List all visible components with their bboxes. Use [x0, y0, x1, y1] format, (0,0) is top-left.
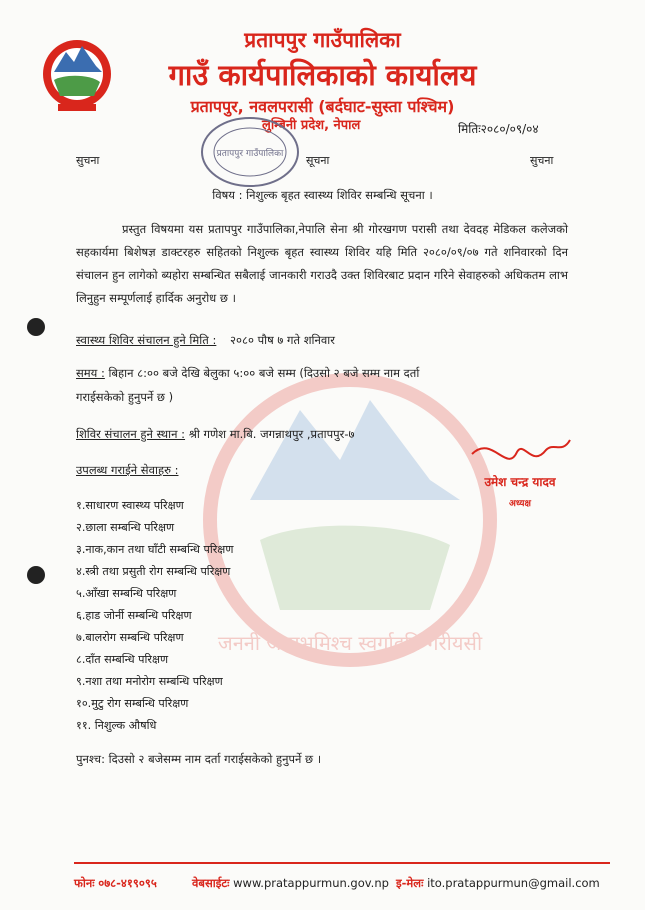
- signatory-title: अध्यक्ष: [509, 499, 531, 509]
- municipality-name: प्रतापपुर गाउँपालिका: [244, 28, 401, 52]
- service-item: ५.आँखा सम्बन्धि परिक्षण: [76, 587, 177, 600]
- notice-label-left: सुचना: [76, 154, 100, 167]
- signature: [462, 434, 574, 516]
- camp-place-value: श्री गणेश मा.बि. जगन्नाथपुर ,प्रतापपुर-७: [188, 427, 355, 441]
- stamp-text: प्रतापपुर गाउँपालिका: [216, 149, 284, 159]
- service-item: ६.हाड जोर्नी सम्बन्धि परिक्षण: [76, 609, 192, 622]
- letter-subject: विषय : निशुल्क बृहत स्वास्थ्य शिविर सम्बन्धि सूचना ।: [212, 188, 433, 202]
- footer-phone: [74, 876, 157, 891]
- camp-time-value: बिहान ८:०० बजे देखि बेलुका ५:०० बजे सम्म (दिउसो २ बजे सम्म नाम दर्ता: [108, 366, 420, 380]
- signatory-name: उमेश चन्द्र यादव: [484, 475, 556, 489]
- postscript: पुनश्च: दिउसो २ बजेसम्म नाम दर्ता गराईसकेको हुनुपर्ने छ ।: [76, 752, 322, 766]
- services-heading: उपलब्ध गराईने सेवाहरु :: [76, 463, 179, 477]
- punch-hole: [27, 566, 45, 584]
- phone-label: फोनः: [74, 876, 95, 890]
- province-name: लुम्बिनी प्रदेश, नेपाल: [262, 118, 361, 133]
- service-item: ३.नाक,कान तथा घाँटी सम्बन्धि परिक्षण: [76, 543, 234, 556]
- service-item: ११. निशुल्क औषधि: [76, 719, 157, 732]
- notice-label-right: सुचना: [530, 154, 554, 167]
- punch-hole: [27, 318, 45, 336]
- camp-place-row: [76, 427, 355, 442]
- email-link[interactable]: ito.pratappurmun@gmail.com: [427, 876, 600, 890]
- footer-email: [396, 876, 600, 891]
- camp-time-label: समय :: [76, 366, 105, 380]
- service-item: १.साधारण स्वास्थ्य परिक्षण: [76, 499, 184, 512]
- website-label: वेबसाईटः: [192, 876, 230, 890]
- camp-date-label: स्वास्थ्य शिविर संचालन हुने मिति :: [76, 333, 217, 347]
- camp-date-value: २०८० पौष ७ गते शनिवार: [230, 333, 335, 347]
- service-item: ४.स्त्री तथा प्रसुती रोग सम्बन्धि परिक्षण: [76, 565, 231, 578]
- notice-label-center: सूचना: [306, 154, 330, 167]
- service-item: ८.दाँत सम्बन्धि परिक्षण: [76, 653, 169, 666]
- camp-date-row: [76, 333, 335, 348]
- watermark-motto: जननी जन्मभूमिश्च स्वर्गादपि गरीयसी: [217, 631, 483, 655]
- official-stamp: [198, 112, 302, 192]
- letter-date: मितिः२०८०/०९/०४: [458, 122, 539, 136]
- body-paragraph: प्रस्तुत विषयमा यस प्रतापपुर गाउँपालिका,नेपालि सेना श्री गोरखगण परासी तथा देवदह मेडिकल कलेजको सहकार्यमा बिशेषज्ञ डाक्टरहरु सहितको निशुल्क बृहत स्वास्थ्य शिविर यहि मिति २०८०/०९/०७ गते शनिवारको दिन संचालन हुन लागेको ब्यहोरा सम्बन्धित सबैलाई जानकारी गराउदै उक्त शिविरबाट प्रदान गरिने सेवाहरुको अधिकतम लाभ लिनुहुन सम्पूर्णलाई हार्दिक अनुरोध छ ।: [76, 222, 568, 305]
- phone-number: ०७८-४१९०९५: [98, 876, 157, 890]
- email-label: इ-मेलः: [396, 876, 424, 890]
- camp-time-row: [76, 366, 419, 381]
- footer-website: [192, 876, 389, 891]
- footer-divider: [74, 862, 610, 864]
- website-link[interactable]: www.pratappurmun.gov.np: [233, 876, 389, 890]
- service-item: २.छाला सम्बन्धि परिक्षण: [76, 521, 175, 534]
- office-name: गाउँ कार्यपालिकाको कार्यालय: [168, 58, 477, 92]
- emblem-watermark: [200, 350, 500, 670]
- service-item: १०.मुटु रोग सम्बन्धि परिक्षण: [76, 697, 189, 710]
- service-item: ७.बालरोग सम्बन्धि परिक्षण: [76, 631, 184, 644]
- office-address: प्रतापपुर, नवलपरासी (बर्दघाट-सुस्ता पश्चिम): [190, 97, 455, 116]
- camp-time-value-cont: गराईसकेको हुनुपर्ने छ ): [76, 390, 174, 404]
- service-item: ९.नशा तथा मनोरोग सम्बन्धि परिक्षण: [76, 675, 223, 688]
- camp-place-label: शिविर संचालन हुने स्थान :: [76, 427, 186, 441]
